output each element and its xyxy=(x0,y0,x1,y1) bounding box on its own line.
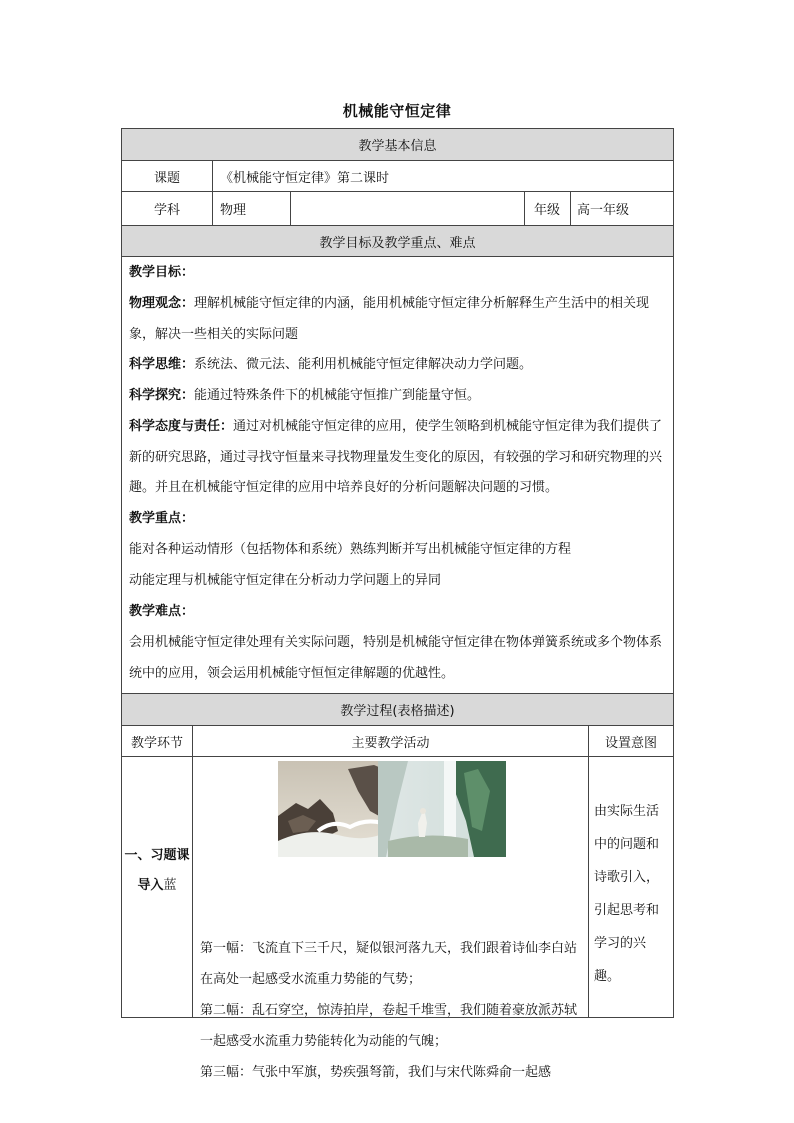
difficulty-heading: 教学难点： xyxy=(129,604,195,619)
section-basic-info: 教学基本信息 xyxy=(122,129,673,160)
goals-heading: 教学目标： xyxy=(129,265,195,280)
activity-item: 第二幅：乱石穿空，惊涛拍岸，卷起千堆雪，我们随着豪放派苏轼一起感受水流重力势能转化为动能的气魄； xyxy=(200,1003,578,1049)
stage-label: 一、习题课导入蓝 xyxy=(124,848,190,893)
section-goals: 教学目标及教学重点、难点 xyxy=(122,226,673,256)
intent-text: 由实际生活中的问题和诗歌引入，引起思考和学习的兴趣。 xyxy=(594,804,660,984)
grade-value: 高一年级 xyxy=(577,202,630,218)
topic-label: 课题 xyxy=(153,170,180,186)
grade-label: 年级 xyxy=(533,202,560,218)
section-process: 教学过程(表格描述) xyxy=(122,694,673,725)
topic-value: 《机械能守恒定律》第二课时 xyxy=(220,170,390,186)
landscape-painting-image xyxy=(278,761,506,857)
difficulty-text: 会用机械能守恒定律处理有关实际问题，特别是机械能守恒定律在物体弹簧系统或多个物体系统中的应用，领会运用机械能守恒恒定律解题的优越性。 xyxy=(129,635,663,681)
goal-physics-concept: 物理观念：理解机械能守恒定律的内涵，能用机械能守恒定律分析解释生产生活中的相关现象，解决一些相关的实际问题 xyxy=(129,296,650,342)
col-header-intent: 设置意图 xyxy=(604,735,657,751)
key-points-heading: 教学重点： xyxy=(129,511,195,526)
subject-value: 物理 xyxy=(220,202,247,218)
lesson-table xyxy=(121,128,674,1080)
col-header-stage: 教学环节 xyxy=(130,735,183,751)
key-point-1: 能对各种运动情形（包括物体和系统）熟练判断并写出机械能守恒定律的方程 xyxy=(129,542,572,557)
activity-text xyxy=(200,933,588,1088)
subject-label: 学科 xyxy=(153,202,180,218)
goal-attitude-responsibility: 科学态度与责任：通过对机械能守恒定律的应用，使学生领略到机械能守恒定律为我们提供了新的研究思路，通过寻找守恒量来寻找物理量发生变化的原因，有较强的学习和研究物理的兴趣。并且在机械能守恒定律的应用中培养良好的分析问题解决问题的习惯。 xyxy=(129,419,663,495)
key-point-2: 动能定理与机械能守恒定律在分析动力学问题上的异同 xyxy=(129,573,442,588)
page-title: 机械能守恒定律 xyxy=(342,102,452,120)
activity-item: 第三幅：气张中军旗，势疾强弩箭，我们与宋代陈舜俞一起感 xyxy=(200,1065,552,1080)
col-header-activity: 主要教学活动 xyxy=(351,735,430,751)
goal-scientific-thinking: 科学思维：系统法、微元法、能利用机械能守恒定律解决动力学问题。 xyxy=(129,357,533,372)
activity-item: 第一幅：飞流直下三千尺，疑似银河落九天，我们跟着诗仙李白站在高处一起感受水流重力势能的气势； xyxy=(200,941,578,987)
goal-scientific-inquiry: 科学探究：能通过特殊条件下的机械能守恒推广到能量守恒。 xyxy=(129,388,481,403)
